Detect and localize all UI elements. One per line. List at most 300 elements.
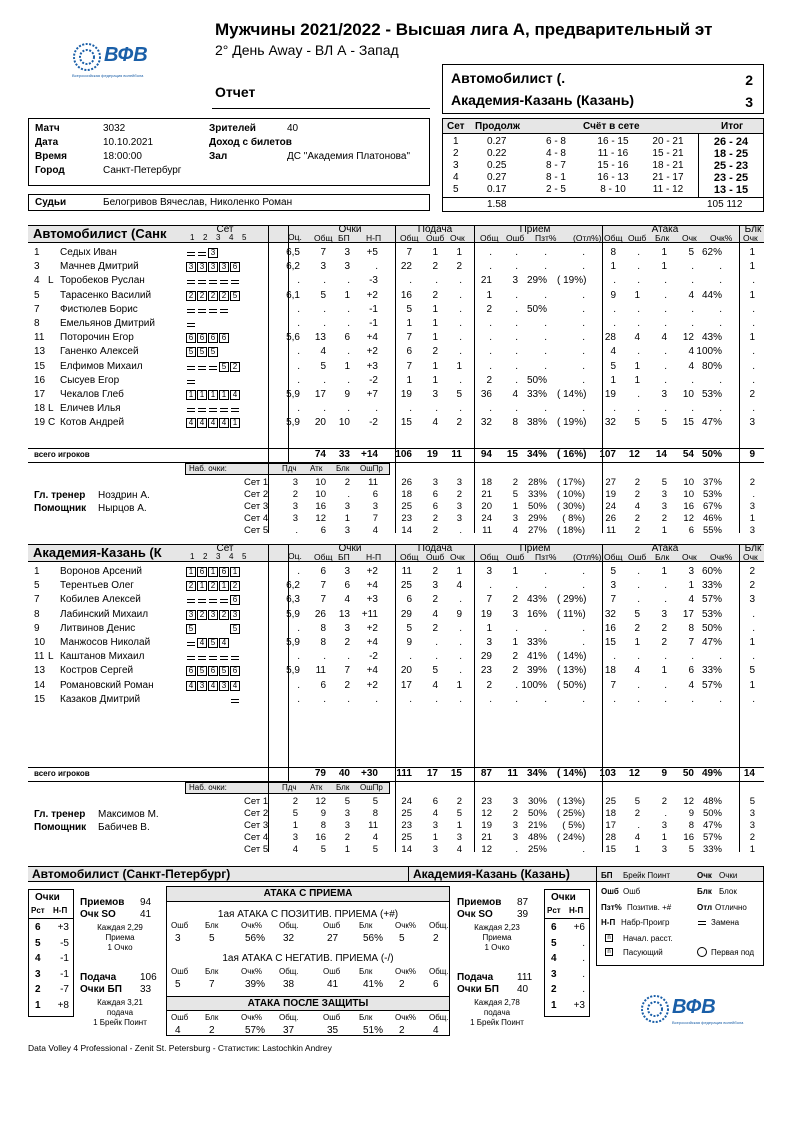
stat-a-pts: 8: [688, 622, 694, 634]
stat-a-pct: .: [719, 275, 722, 287]
total-s-pts: 15: [450, 768, 462, 779]
player-row: [28, 580, 764, 594]
stat-s-tot: 6: [406, 346, 412, 358]
player-row: [28, 694, 764, 708]
set-position: 3: [186, 610, 196, 620]
page-title: Мужчины 2021/2022 - Высшая лига А, предварительный эт: [215, 20, 713, 39]
stat-oc: 6,3: [286, 594, 300, 606]
totals-rule: [28, 462, 764, 463]
setstat-v4: 5: [372, 844, 378, 855]
stat-b-pts: .: [752, 275, 755, 287]
stat-a-pts: 6: [688, 665, 694, 677]
rotation-value: -7: [60, 984, 69, 995]
player-number: 17: [34, 389, 46, 400]
setstat-a-err: 2: [634, 477, 640, 488]
set-position: 4: [186, 681, 196, 691]
sets-hdr-dur: Продолж: [475, 121, 520, 132]
stat-p-bp: .: [347, 346, 350, 358]
attack-value: 37: [283, 1025, 295, 1036]
setstat-v2: 5: [320, 844, 326, 855]
set-duration: 0.17: [487, 184, 507, 195]
rotation-number: 3: [35, 968, 41, 980]
left-rot-rst: Рст: [31, 906, 45, 915]
legend-blk-text: Блок: [719, 887, 737, 896]
legend-bp-text: Брейк Поинт: [623, 871, 671, 880]
hdr-tot: Общ: [314, 552, 333, 562]
player-number: 7: [34, 303, 40, 315]
attack-value: 56%: [363, 933, 384, 944]
setstat-r-tot: 21: [481, 832, 492, 843]
set-position: 5: [230, 624, 240, 634]
setstat-r-pos: 48%: [527, 832, 547, 843]
setstat-v4: 7: [372, 513, 378, 524]
stat-a-pts: 5: [688, 247, 694, 258]
stat-s-tot: .: [409, 693, 412, 705]
player-name: Емельянов Дмитрий: [60, 318, 155, 329]
stat-b-pts: .: [752, 693, 755, 705]
left-each5: подача: [106, 1008, 134, 1017]
city-value: Санкт-Петербург: [103, 165, 182, 176]
stat-r-tot: 19: [480, 608, 492, 620]
stat-b-pts: 1: [749, 679, 755, 691]
set-position: 3: [197, 681, 207, 691]
stat-s-tot: 17: [400, 679, 412, 691]
player-name: Елфимов Михаил: [60, 360, 143, 372]
setstat-v3: 5: [344, 796, 350, 807]
set-position: 4: [197, 638, 207, 648]
stat-a-pct: 60%: [701, 566, 722, 577]
player-number: 4: [34, 275, 40, 287]
stat-p-np: +3: [366, 360, 378, 372]
setstat-s-pts: 2: [456, 796, 462, 807]
legend-pos-text: Позитив. +#: [627, 903, 672, 912]
player-name: Лабинский Михаил: [60, 608, 149, 620]
hdr-tot: Общ: [400, 552, 419, 562]
stat-p-bp: .: [347, 275, 350, 287]
stat-a-pts: 15: [682, 417, 694, 429]
player-number: 15: [34, 693, 46, 705]
stat-a-pts: 4: [688, 679, 694, 691]
set-partial-1: 8 - 7: [545, 160, 566, 171]
player-number: 8: [34, 608, 40, 620]
attack-subheader: Блк: [205, 967, 219, 976]
stat-b-pts: .: [752, 403, 755, 415]
stat-s-err: 1: [432, 332, 438, 344]
setstat-a-pct: 53%: [702, 489, 722, 500]
rotation-value: +3: [573, 999, 585, 1011]
stat-oc: .: [297, 679, 300, 691]
setstat-a-pts: 8: [688, 820, 694, 831]
setstat-s-pts: .: [459, 525, 462, 536]
left-rec: 94: [140, 897, 152, 908]
set-partial-1: 6 - 8: [545, 136, 566, 147]
set-position: 1: [230, 418, 240, 428]
hdr-pts: Очк: [682, 552, 697, 562]
stat-s-err: 2: [432, 261, 438, 273]
stat-s-tot: 11: [401, 566, 412, 577]
column-separator: [739, 782, 740, 852]
stat-s-err: 5: [432, 665, 438, 677]
player-name: Еличев Илья: [60, 403, 121, 415]
player-name: Поторочин Егор: [60, 332, 134, 344]
stat-r-tot: .: [489, 346, 492, 358]
setstat-a-blk: 5: [661, 477, 667, 488]
set-position: 2: [197, 610, 207, 620]
stat-a-pts: .: [691, 318, 694, 329]
hdr-ptsp: Очк%: [710, 552, 733, 562]
stat-p-tot: .: [323, 693, 326, 705]
rotation-value: +3: [57, 922, 69, 933]
stat-r-tot: 2: [486, 374, 492, 386]
setstat-r-err: 5: [512, 489, 518, 500]
stat-r-err: .: [515, 622, 518, 634]
setstat-s-pts: 4: [456, 844, 462, 855]
stat-s-err: 2: [432, 594, 438, 606]
stat-a-blk: 1: [661, 247, 667, 258]
stat-p-bp: 3: [344, 566, 350, 577]
stat-oc: .: [297, 303, 300, 315]
setstat-a-pct: 67%: [702, 501, 722, 512]
total-a-tot: 103: [599, 768, 616, 779]
stat-p-bp: 1: [344, 289, 350, 301]
setstat-r-exc: ( 25%): [557, 808, 585, 819]
stat-a-err: .: [637, 580, 640, 592]
setstat-v1: .: [295, 525, 298, 536]
stat-a-tot: 9: [610, 289, 616, 301]
stat-oc: 5,9: [286, 665, 300, 677]
stat-a-err: .: [637, 389, 640, 400]
setstat-a-err: 4: [634, 832, 640, 843]
stat-a-blk: 2: [661, 637, 667, 648]
attack-subheader: Блк: [205, 1013, 219, 1022]
stat-r-pos: .: [544, 289, 547, 301]
vfv-logo: [72, 40, 167, 80]
stat-s-tot: 16: [400, 289, 412, 301]
stat-s-err: .: [435, 403, 438, 415]
stat-r-exc: .: [582, 360, 585, 372]
setstat-r-exc: ( 17%): [557, 477, 585, 488]
stat-r-exc: .: [582, 580, 585, 592]
legend-err-text: Ошб: [623, 887, 641, 896]
stat-p-bp: 2: [344, 679, 350, 691]
stat-r-tot: 3: [486, 637, 492, 648]
setstat-s-tot: 25: [401, 501, 412, 512]
rotation-number: 6: [551, 922, 557, 933]
hdr-points: Очки: [338, 543, 362, 554]
set-col-num: 1: [190, 552, 195, 561]
hdr-set: Сет: [216, 224, 234, 235]
setstat-r-exc: ( 30%): [557, 501, 585, 512]
left-bp: 33: [140, 984, 152, 995]
stat-p-np: -1: [369, 303, 378, 315]
attack-subheader: Общ.: [429, 921, 449, 930]
score-box: [442, 64, 764, 114]
setstat-s-err: 2: [432, 513, 438, 524]
total-r-err: 15: [506, 449, 518, 460]
right-each4: Каждая 2,78: [474, 998, 520, 1007]
set-partial-3: 20 - 21: [652, 136, 684, 147]
player-row: [28, 566, 764, 580]
stat-a-blk: .: [664, 679, 667, 691]
stat-a-pct: .: [719, 374, 722, 386]
sub-icon: [230, 695, 240, 705]
set-position: 5: [186, 347, 196, 357]
set-position: 3: [208, 610, 218, 620]
set-position: 3: [219, 262, 229, 272]
stat-a-blk: .: [664, 693, 667, 705]
stat-a-tot: 3: [610, 580, 616, 592]
setstat-a-tot: 24: [605, 501, 616, 512]
stat-r-tot: .: [489, 247, 492, 258]
stat-r-pos: 100%: [521, 679, 547, 691]
setstat-a-blk: 2: [661, 513, 667, 524]
player-row: [28, 623, 764, 637]
set-position: 5: [208, 347, 218, 357]
setstat-r-err: 3: [512, 820, 518, 831]
stat-a-blk: .: [664, 318, 667, 329]
coach-label: Гл. тренер: [34, 809, 86, 820]
attack-subheader: Общ.: [279, 1013, 299, 1022]
stat-a-pts: 1: [688, 580, 694, 592]
player-number: 3: [34, 261, 40, 273]
stat-a-err: .: [637, 651, 640, 663]
stat-a-pts: 17: [682, 608, 694, 620]
setstat-v3: 3: [344, 808, 350, 819]
stat-s-err: 3: [432, 580, 438, 592]
player-sets: [186, 376, 241, 387]
setstat-v4: 11: [368, 477, 378, 488]
stat-r-pos: 29%: [526, 275, 547, 287]
player-row: [28, 637, 764, 651]
sub-icon: [197, 404, 207, 414]
team1-sets-won: 2: [745, 72, 753, 88]
set-position: 2: [186, 581, 196, 591]
setstat-a-pct: 50%: [702, 808, 722, 819]
total-p-tot: 74: [314, 449, 326, 460]
stat-p-bp: 4: [344, 594, 350, 606]
setstat-s-tot: 18: [401, 489, 412, 500]
setstat-r-tot: 11: [482, 525, 492, 536]
player-row: [28, 594, 764, 608]
date-value: 10.10.2021: [103, 137, 154, 148]
setstat-a-err: 4: [634, 501, 640, 512]
sub-icon: [186, 638, 196, 648]
right-so-label: Очк SO: [457, 909, 493, 920]
setstat-b-pts: 2: [749, 477, 755, 488]
stat-a-blk: 3: [661, 608, 667, 620]
stat-r-err: .: [515, 318, 518, 329]
stat-p-np: +5: [366, 247, 378, 258]
stat-p-tot: 11: [315, 665, 326, 677]
setstat-a-pct: 55%: [702, 525, 722, 536]
stat-a-err: 1: [634, 289, 640, 301]
set-position: 1: [208, 390, 218, 400]
stat-a-tot: 7: [610, 679, 616, 691]
vfv-logo-bottom: [640, 994, 750, 1034]
sub-icon: [208, 276, 218, 286]
stat-oc: .: [297, 346, 300, 358]
attack-subheader: Ошб: [323, 921, 341, 930]
total-a-pts: 50: [682, 768, 694, 779]
stat-a-err: 1: [634, 637, 640, 648]
player-row: [28, 389, 764, 403]
stat-p-np: +7: [366, 389, 378, 400]
set-position: 3: [208, 262, 218, 272]
stat-r-pos: .: [544, 403, 547, 415]
stat-s-pts: 1: [456, 247, 462, 258]
stat-oc: .: [297, 622, 300, 634]
stat-r-err: 1: [512, 637, 518, 648]
stat-oc: .: [297, 318, 300, 329]
player-number: 13: [34, 346, 46, 358]
player-row: [28, 375, 764, 389]
attack-subheader: Очк%: [395, 1013, 417, 1022]
left-each4: Каждая 3,21: [97, 998, 143, 1007]
attack-subheader: Ошб: [171, 921, 189, 930]
setstat-r-tot: 19: [481, 820, 492, 831]
stat-r-tot: .: [489, 318, 492, 329]
sub-icon: [219, 276, 229, 286]
setstat-h3: Блк: [336, 464, 350, 473]
stat-s-tot: 6: [406, 594, 412, 606]
hdr-points: Очки: [338, 224, 362, 235]
attack-subheader: Очк%: [395, 921, 417, 930]
stat-p-np: +4: [366, 637, 378, 648]
stat-a-pts: .: [691, 303, 694, 315]
column-separator: [739, 463, 740, 533]
right-srv: 111: [517, 972, 533, 983]
setstat-v1: 3: [292, 832, 298, 843]
setstat-row: [28, 513, 764, 525]
stat-p-tot: 7: [320, 594, 326, 606]
set-position: 5: [208, 638, 218, 648]
setstat-a-err: 2: [634, 513, 640, 524]
stat-r-exc: .: [582, 637, 585, 648]
right-each2: Приема: [482, 933, 512, 942]
player-row: [28, 304, 764, 318]
setstat-label: Наб. очки:: [189, 783, 227, 792]
stat-a-err: 1: [634, 374, 640, 386]
setstat-a-pts: 16: [683, 832, 694, 843]
setstat-s-err: 2: [432, 525, 438, 536]
set-position: 4: [219, 638, 229, 648]
legend-first: Первая под: [711, 948, 755, 957]
setstat-v4: 6: [372, 489, 378, 500]
stat-p-tot: 6: [320, 679, 326, 691]
right-srv-label: Подача: [457, 972, 494, 983]
player-name: Каштанов Михаил: [60, 651, 145, 663]
stat-p-np: +4: [366, 665, 378, 677]
attack-value: 6: [433, 979, 439, 990]
set-col-num: 4: [229, 552, 234, 561]
logo-text: ВФВ: [104, 44, 148, 66]
stat-a-err: 5: [634, 417, 640, 429]
total-b-pts: 9: [749, 449, 755, 460]
attack-subheader: Общ.: [429, 967, 449, 976]
setstat-v4: 8: [372, 808, 378, 819]
setstat-a-tot: 25: [605, 796, 616, 807]
stat-a-tot: 28: [604, 332, 616, 344]
setstat-v3: .: [347, 489, 350, 500]
setstat-a-tot: 26: [605, 513, 616, 524]
set-col-num: 4: [229, 233, 234, 242]
legend-box: [596, 866, 764, 966]
stat-r-exc: ( 14%): [557, 389, 587, 400]
setstat-v4: 3: [372, 501, 378, 512]
setstat-v2: 10: [315, 477, 326, 488]
stat-p-tot: .: [323, 275, 326, 287]
setstat-s-tot: 25: [401, 808, 412, 819]
stat-p-tot: 5: [320, 360, 326, 372]
total-a-tot: 107: [599, 449, 616, 460]
player-row: [28, 261, 764, 275]
stat-r-exc: ( 29%): [557, 594, 587, 606]
player-role: L: [48, 275, 54, 287]
sets-hdr-final: Итог: [721, 121, 744, 132]
stat-a-blk: .: [664, 303, 667, 315]
setstat-s-tot: 26: [401, 477, 412, 488]
sub-icon: [208, 362, 218, 372]
stat-a-pct: .: [719, 261, 722, 273]
set-partial-2: 16 - 15: [597, 136, 629, 147]
player-row: [28, 680, 764, 694]
player-name: Сысуев Егор: [60, 374, 120, 386]
set-position: 3: [219, 681, 229, 691]
stat-p-bp: 3: [344, 622, 350, 634]
setstat-a-pct: 47%: [702, 820, 722, 831]
setstat-v2: 16: [315, 832, 326, 843]
stat-p-bp: 6: [344, 580, 350, 592]
time-value: 18:00:00: [103, 151, 142, 162]
stat-a-tot: 8: [610, 247, 616, 258]
stat-s-err: 1: [432, 374, 438, 386]
player-sets: [186, 305, 241, 316]
total-s-tot: 111: [396, 768, 412, 779]
setstat-b-pts: 1: [749, 844, 755, 855]
setstat-a-tot: 15: [605, 844, 616, 855]
stat-s-tot: 20: [400, 665, 412, 677]
volleyball-icon: [640, 994, 670, 1024]
total-a-pct: 50%: [701, 449, 722, 460]
sets-total-duration: 1.58: [487, 199, 507, 210]
setstat-r-pos: 25%: [527, 844, 547, 855]
stat-r-err: 1: [512, 566, 518, 577]
stat-r-exc: ( 11%): [557, 608, 586, 620]
right-rot-title: Очки: [551, 892, 576, 903]
right-rec-label: Приемов: [457, 897, 502, 908]
setstat-v1: 3: [292, 513, 298, 524]
legend-sub-text: Замена: [711, 918, 740, 927]
set-duration: 0.27: [487, 136, 507, 147]
setstat-r-exc: .: [582, 844, 585, 855]
stat-a-pts: 4: [688, 360, 694, 372]
attack-value: 2: [399, 979, 405, 990]
set-partial-1: 4 - 8: [545, 148, 566, 159]
stat-r-err: 2: [512, 651, 518, 663]
rotation-number: 1: [35, 999, 41, 1011]
def-title: АТАКА ПОСЛЕ ЗАЩИТЫ: [167, 996, 449, 1011]
stat-r-pos: 39%: [526, 665, 547, 677]
left-rot-np: Н-П: [53, 906, 68, 915]
setstat-a-tot: 19: [605, 489, 616, 500]
stat-b-pts: .: [752, 651, 755, 663]
setstat-b-pts: 3: [749, 820, 755, 831]
rotation-value: .: [582, 984, 585, 995]
coach-name: Максимов М.: [98, 809, 159, 820]
setstat-a-blk: 3: [661, 844, 667, 855]
stat-s-tot: 7: [406, 247, 412, 258]
stat-r-pos: .: [544, 346, 547, 358]
